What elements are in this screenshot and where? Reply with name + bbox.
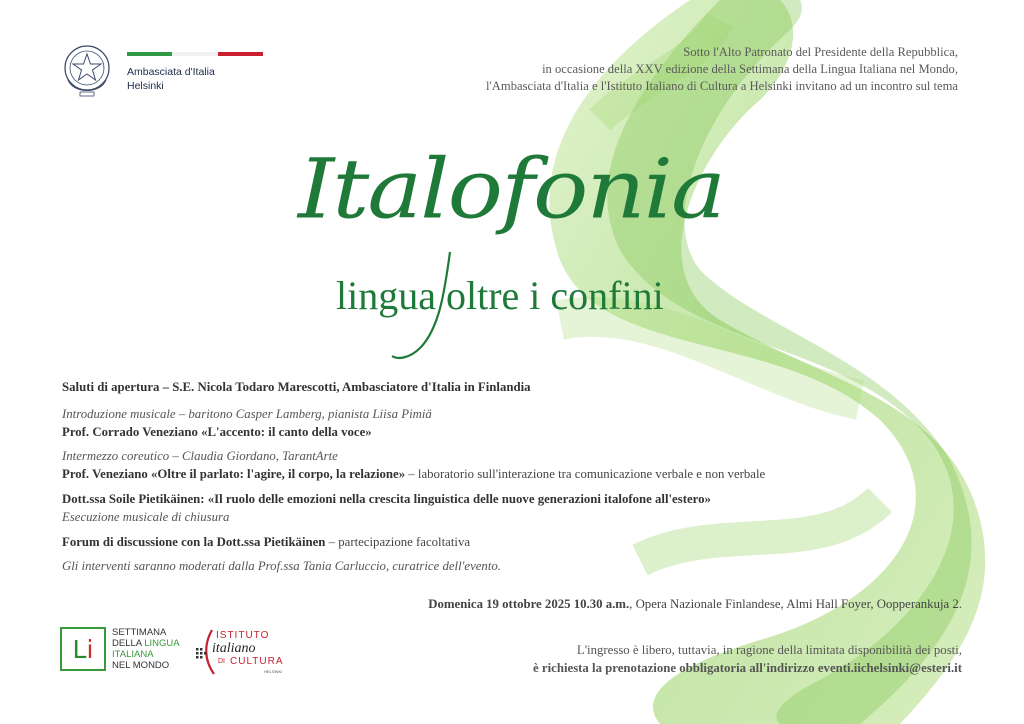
logo-letter-i: i	[86, 634, 94, 664]
settimana-word: DELLA	[112, 638, 142, 649]
italian-emblem-icon	[60, 40, 114, 100]
logo-letter-l: L	[72, 634, 87, 664]
program-item-rest: – laboratorio sull'interazione tra comunicazione verbale e non verbale	[405, 467, 766, 481]
program-item	[62, 509, 992, 525]
intro-text	[358, 44, 958, 95]
registration-email-text: è richiesta la prenotazione obbligatoria all'indirizzo eventi.iichelsinki@esteri.it	[533, 661, 962, 675]
settimana-word-green: LINGUA	[141, 638, 180, 649]
program-item	[62, 534, 992, 550]
program-item-bold: Prof. Veneziano «Oltre il parlato: l'agire, il corpo, la relazione»	[62, 467, 406, 481]
iic-cultura: CULTURA	[230, 656, 284, 667]
event-subtitle: lingua oltre i confini	[336, 273, 664, 318]
program-item-italic: Gli interventi saranno moderati dalla Prof.ssa Tania Carluccio, curatrice dell'evento.	[62, 559, 501, 573]
program-item-italic: Esecuzione musicale di chiusura	[62, 510, 230, 524]
event-place: , Opera Nazionale Finlandese, Almi Hall Foyer, Oopperankuja 2.	[629, 597, 962, 611]
iic-istituto: ISTITUTO	[216, 630, 270, 641]
program-item	[62, 424, 992, 440]
program-item	[62, 379, 992, 395]
embassy-name	[127, 65, 215, 93]
embassy-name-line2: Helsinki	[127, 80, 164, 92]
program-item-italic: Intermezzo coreutico – Claudia Giordano, TarantArte	[62, 449, 338, 463]
program-item-bold: Prof. Corrado Veneziano «L'accento: il canto della voce»	[62, 425, 372, 439]
registration-note	[533, 641, 962, 677]
event-date-place	[428, 597, 962, 612]
event-title: Italofonia	[298, 140, 724, 238]
event-date: Domenica 19 ottobre 2025 10.30 a.m.	[428, 597, 630, 611]
iic-city: HELSINKI	[264, 669, 283, 674]
intro-line: l'Ambasciata d'Italia e l'Istituto Italiano di Cultura a Helsinki invitano ad un incontro sul tema	[486, 79, 958, 93]
program-item-bold: Dott.ssa Soile Pietikäinen: «Il ruolo delle emozioni nella crescita linguistica delle nuove generazioni italofone all'estero»	[62, 492, 711, 506]
program-item-bold: Forum di discussione con la Dott.ssa Pietikäinen	[62, 535, 326, 549]
intro-line: Sotto l'Alto Patronato del Presidente della Repubblica,	[683, 45, 958, 59]
flag-red-stripe	[218, 52, 263, 56]
program-item	[62, 448, 992, 464]
program-item	[62, 466, 992, 482]
program-item-bold: Saluti di apertura – S.E. Nicola Todaro Marescotti, Ambasciatore d'Italia in Finlandia	[62, 380, 531, 394]
settimana-line	[112, 638, 180, 649]
italian-flag-bar	[127, 52, 263, 56]
settimana-line: NEL MONDO	[112, 660, 170, 671]
iic-di: DI	[218, 658, 225, 665]
embassy-name-line1: Ambasciata d'Italia	[127, 66, 215, 78]
intro-line: in occasione della XXV edizione della Settimana della Lingua Italiana nel Mondo,	[542, 62, 958, 76]
settimana-lingua-logo	[60, 627, 106, 671]
settimana-line: ITALIANA	[112, 649, 154, 660]
registration-email-line[interactable]	[533, 659, 962, 677]
program-item-rest: – partecipazione facoltativa	[325, 535, 471, 549]
registration-note-line: L'ingresso è libero, tuttavia, in ragione della limitata disponibilità dei posti,	[576, 643, 962, 657]
program-item	[62, 491, 992, 507]
program-item	[62, 558, 992, 574]
program-item	[62, 406, 992, 422]
flag-green-stripe	[127, 52, 172, 56]
settimana-lingua-text	[112, 627, 180, 671]
settimana-line: SETTIMANA	[112, 627, 167, 638]
flag-white-stripe	[172, 52, 217, 56]
istituto-italiano-cultura-logo	[192, 624, 292, 676]
iic-italiano: italiano	[212, 641, 256, 656]
program-item-italic: Introduzione musicale – baritono Casper Lamberg, pianista Liisa Pimiä	[62, 407, 432, 421]
